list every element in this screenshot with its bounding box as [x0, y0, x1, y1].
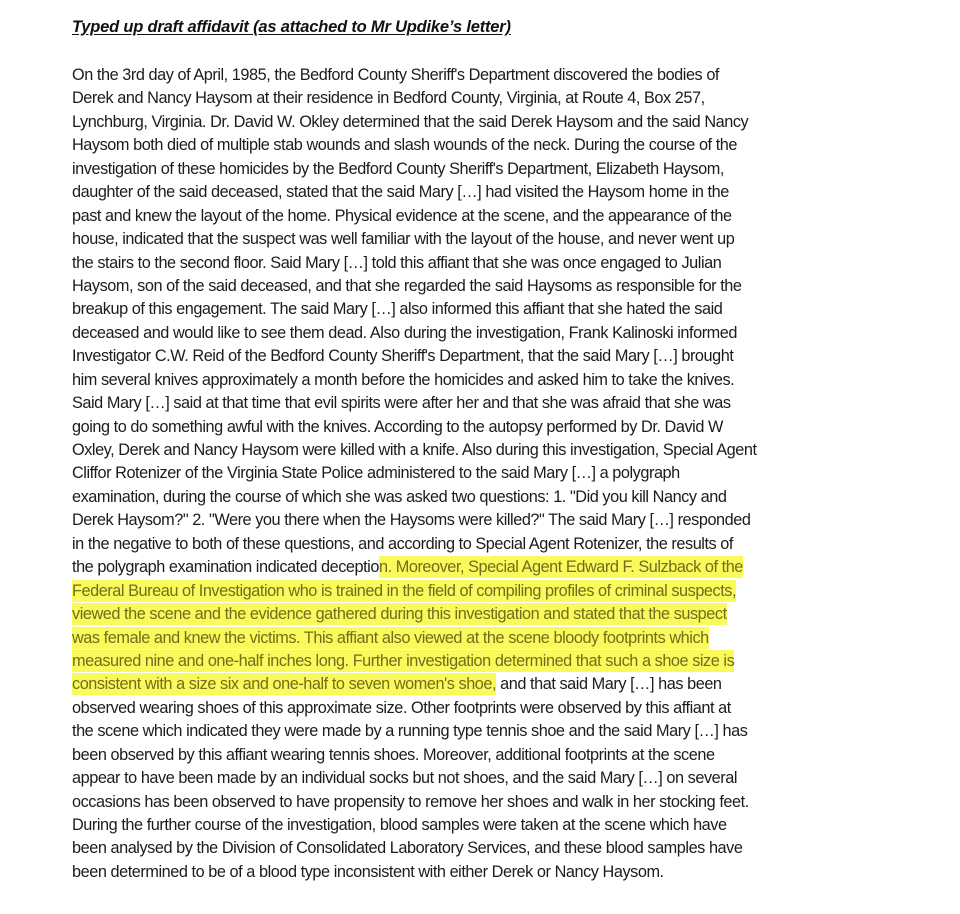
text-line [72, 64, 892, 87]
text-line [72, 720, 892, 743]
highlighted-text: Federal Bureau of Investigation who is trained in the field of compiling profiles of criminal suspects, [72, 581, 737, 600]
highlighted-text: consistent with a size six and one-half to seven women's shoe, [72, 675, 497, 694]
line-text: the stairs to the second floor. Said Mary […] told this affiant that she was once engaged to Julian [72, 253, 722, 272]
document-title: Typed up draft affidavit (as attached to Mr Updike’s letter) [72, 18, 511, 36]
text-line [72, 861, 892, 884]
text-line-highlighted [72, 603, 892, 626]
line-text: Investigator C.W. Reid of the Bedford County Sheriff's Department, that the said Mary […] brought [72, 347, 734, 366]
line-text: Derek Haysom?" 2. "Were you there when the Haysoms were killed?" The said Mary […] responded [72, 511, 751, 530]
highlighted-text: measured nine and one-half inches long. Further investigation determined that such a shoe size is [72, 651, 735, 670]
text-line [72, 556, 892, 579]
text-line [72, 673, 892, 696]
text-line [72, 837, 892, 860]
line-text: been observed by this affiant wearing tennis shoes. Moreover, additional footprints at the scene [72, 745, 715, 764]
text-line [72, 486, 892, 509]
text-line [72, 252, 892, 275]
text-line [72, 275, 892, 298]
line-text: Derek and Nancy Haysom at their residence in Bedford County, Virginia, at Route 4, Box 257, [72, 89, 705, 108]
line-text: occasions has been observed to have propensity to remove her shoes and walk in her stocking feet. [72, 792, 749, 811]
line-text: Cliffor Rotenizer of the Virginia State Police administered to the said Mary […] a polygraph [72, 464, 680, 483]
text-line [72, 111, 892, 134]
line-text: Oxley, Derek and Nancy Haysom were killed with a knife. Also during this investigation, Special Agent [72, 441, 757, 459]
line-text: deceased and would like to see them dead. Also during the investigation, Frank Kalinoski informed [72, 323, 738, 342]
line-text: going to do something awful with the knives. According to the autopsy performed by Dr. David W [72, 417, 723, 436]
text-line-highlighted [72, 580, 892, 603]
line-text: the polygraph examination indicated deceptio [72, 558, 379, 577]
line-text: examination, during the course of which she was asked two questions: 1. "Did you kill Nancy and [72, 487, 727, 506]
text-line [72, 791, 892, 814]
line-text: investigation of these homicides by the Bedford County Sheriff's Department, Elizabeth Haysom, [72, 159, 724, 178]
line-text: breakup of this engagement. The said Mary […] also informed this affiant that she hated the said [72, 300, 723, 319]
highlighted-text: was female and knew the victims. This affiant also viewed at the scene bloody footprints which [72, 628, 709, 647]
text-line [72, 345, 892, 368]
text-line [72, 533, 892, 556]
text-line [72, 767, 892, 790]
text-line [72, 439, 892, 462]
line-text: Lynchburg, Virginia. Dr. David W. Okley determined that the said Derek Haysom and the said Nancy [72, 112, 749, 131]
line-text: him several knives approximately a month before the homicides and asked him to take the knives. [72, 370, 735, 389]
text-line [72, 462, 892, 485]
line-text: daughter of the said deceased, stated that the said Mary […] had visited the Haysom home in the [72, 183, 729, 202]
line-text: During the further course of the investigation, blood samples were taken at the scene which have [72, 816, 727, 834]
text-line [72, 228, 892, 251]
line-text: Said Mary […] said at that time that evil spirits were after her and that she was afraid that she was [72, 394, 731, 413]
text-line [72, 134, 892, 157]
text-line-highlighted [72, 650, 892, 673]
line-text: Haysom, son of the said deceased, and that she regarded the said Haysoms as responsible for the [72, 276, 742, 295]
line-text: past and knew the layout of the home. Physical evidence at the scene, and the appearance of the [72, 206, 732, 225]
line-text: and that said Mary […] has been [496, 675, 722, 694]
text-line [72, 392, 892, 415]
text-line [72, 87, 892, 110]
line-text: observed wearing shoes of this approximate size. Other footprints were observed by this affiant at [72, 698, 731, 717]
line-text: the scene which indicated they were made by a running type tennis shoe and the said Mary […] has [72, 722, 748, 741]
text-line [72, 322, 892, 345]
line-text: been analysed by the Division of Consolidated Laboratory Services, and these blood samples have [72, 839, 743, 858]
text-line [72, 158, 892, 181]
text-line [72, 744, 892, 767]
text-line [72, 697, 892, 720]
highlighted-text: viewed the scene and the evidence gathered during this investigation and stated that the suspect [72, 605, 727, 624]
text-line [72, 509, 892, 532]
line-text: appear to have been made by an individual socks but not shoes, and the said Mary […] on several [72, 769, 738, 788]
line-text: house, indicated that the suspect was well familiar with the layout of the house, and never went up [72, 230, 735, 249]
text-line [72, 205, 892, 228]
line-text: On the 3rd day of April, 1985, the Bedford County Sheriff's Department discovered the bodies of [72, 66, 719, 84]
text-line [72, 814, 892, 837]
line-text: been determined to be of a blood type inconsistent with either Derek or Nancy Haysom. [72, 862, 664, 881]
text-line-highlighted [72, 627, 892, 650]
text-line [72, 416, 892, 439]
text-line [72, 298, 892, 321]
text-line [72, 369, 892, 392]
line-text: Haysom both died of multiple stab wounds and slash wounds of the neck. During the course of the [72, 136, 737, 155]
line-text: in the negative to both of these questions, and according to Special Agent Rotenizer, the results of [72, 534, 733, 553]
highlighted-text: n. Moreover, Special Agent Edward F. Sulzback of the [378, 558, 743, 577]
text-line [72, 181, 892, 204]
affidavit-body [72, 64, 892, 884]
